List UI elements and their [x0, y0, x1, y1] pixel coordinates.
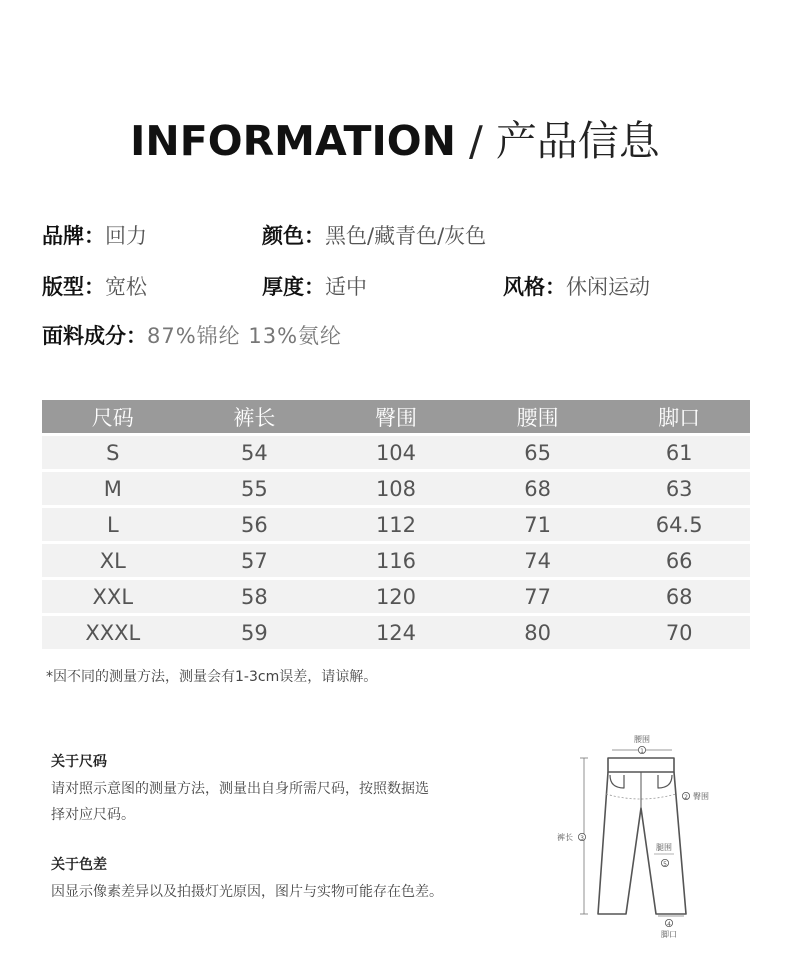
waist-number: 1 — [640, 748, 644, 755]
header-waist: 腰围 — [467, 400, 609, 433]
cell-hem: 68 — [608, 580, 750, 613]
thigh-number: 5 — [663, 861, 667, 868]
about-size-heading: 关于尺码 — [51, 754, 107, 770]
info-fabric-value: 87%锦纶 13%氨纶 — [147, 324, 343, 348]
cell-hip: 120 — [325, 580, 467, 613]
info-brand-label: 品牌： — [42, 224, 105, 248]
info-fit-value: 宽松 — [105, 275, 147, 299]
cell-length: 55 — [184, 472, 326, 505]
info-fit-label: 版型： — [42, 275, 105, 299]
pants-measurement-diagram — [550, 730, 730, 945]
cell-hem: 70 — [608, 616, 750, 649]
measurement-note: *因不同的测量方法，测量会有1-3cm误差，请谅解。 — [46, 669, 378, 685]
title-english: INFORMATION — [130, 117, 456, 165]
hip-number: 2 — [684, 794, 688, 801]
title-chinese: 产品信息 — [495, 117, 660, 165]
cell-size: XL — [42, 544, 184, 577]
length-label: 裤长 — [557, 833, 573, 842]
header-length: 裤长 — [184, 400, 326, 433]
info-row-3 — [0, 320, 790, 350]
table-row — [42, 544, 750, 577]
cell-size: XXXL — [42, 616, 184, 649]
info-row-2 — [0, 271, 790, 301]
cell-hip: 104 — [325, 436, 467, 469]
table-row — [42, 472, 750, 505]
cell-length: 57 — [184, 544, 326, 577]
cell-size: L — [42, 508, 184, 541]
about-size-text — [51, 776, 471, 828]
cell-hem: 63 — [608, 472, 750, 505]
info-color — [262, 220, 486, 250]
cell-length: 54 — [184, 436, 326, 469]
thigh-label: 腿围 — [656, 843, 672, 852]
size-table-header — [42, 400, 750, 433]
hem-number: 4 — [667, 921, 671, 928]
cell-hem: 61 — [608, 436, 750, 469]
info-style-label: 风格： — [503, 275, 566, 299]
info-thickness-value: 适中 — [325, 275, 367, 299]
header-hip: 臀围 — [325, 400, 467, 433]
table-row — [42, 436, 750, 469]
cell-waist: 71 — [467, 508, 609, 541]
page-title — [0, 108, 790, 167]
info-thickness-label: 厚度： — [262, 275, 325, 299]
info-fabric — [42, 320, 342, 350]
waist-label: 腰围 — [634, 735, 650, 744]
cell-hip: 124 — [325, 616, 467, 649]
cell-hip: 116 — [325, 544, 467, 577]
cell-hem: 66 — [608, 544, 750, 577]
about-color-text: 因显示像素差异以及拍摄灯光原因，图片与实物可能存在色差。 — [51, 884, 443, 900]
info-fabric-label: 面料成分： — [42, 324, 147, 348]
title-separator: / — [455, 117, 496, 165]
info-color-label: 颜色： — [262, 224, 325, 248]
header-size: 尺码 — [42, 400, 184, 433]
info-brand — [42, 220, 147, 250]
cell-hip: 112 — [325, 508, 467, 541]
about-size-line-2: 择对应尺码。 — [51, 807, 135, 823]
cell-hip: 108 — [325, 472, 467, 505]
hem-label: 脚口 — [661, 930, 677, 939]
cell-waist: 65 — [467, 436, 609, 469]
table-row — [42, 508, 750, 541]
info-color-value: 黑色/藏青色/灰色 — [325, 224, 487, 248]
info-fit — [42, 271, 147, 301]
cell-waist: 68 — [467, 472, 609, 505]
cell-length: 59 — [184, 616, 326, 649]
info-style — [503, 271, 650, 301]
cell-size: XXL — [42, 580, 184, 613]
cell-waist: 77 — [467, 580, 609, 613]
cell-hem: 64.5 — [608, 508, 750, 541]
cell-waist: 74 — [467, 544, 609, 577]
about-color-heading: 关于色差 — [51, 857, 107, 873]
size-table — [42, 397, 750, 652]
info-thickness — [262, 271, 367, 301]
info-style-value: 休闲运动 — [566, 275, 650, 299]
table-row — [42, 616, 750, 649]
cell-size: M — [42, 472, 184, 505]
header-hem: 脚口 — [608, 400, 750, 433]
length-number: 3 — [580, 835, 584, 842]
cell-length: 58 — [184, 580, 326, 613]
hip-label: 臀围 — [693, 792, 709, 801]
pants-outline-icon — [598, 758, 686, 914]
info-brand-value: 回力 — [105, 224, 147, 248]
table-row — [42, 580, 750, 613]
cell-waist: 80 — [467, 616, 609, 649]
info-row-1 — [0, 220, 790, 250]
cell-size: S — [42, 436, 184, 469]
cell-length: 56 — [184, 508, 326, 541]
about-size-line-1: 请对照示意图的测量方法，测量出自身所需尺码，按照数据选 — [51, 781, 429, 797]
